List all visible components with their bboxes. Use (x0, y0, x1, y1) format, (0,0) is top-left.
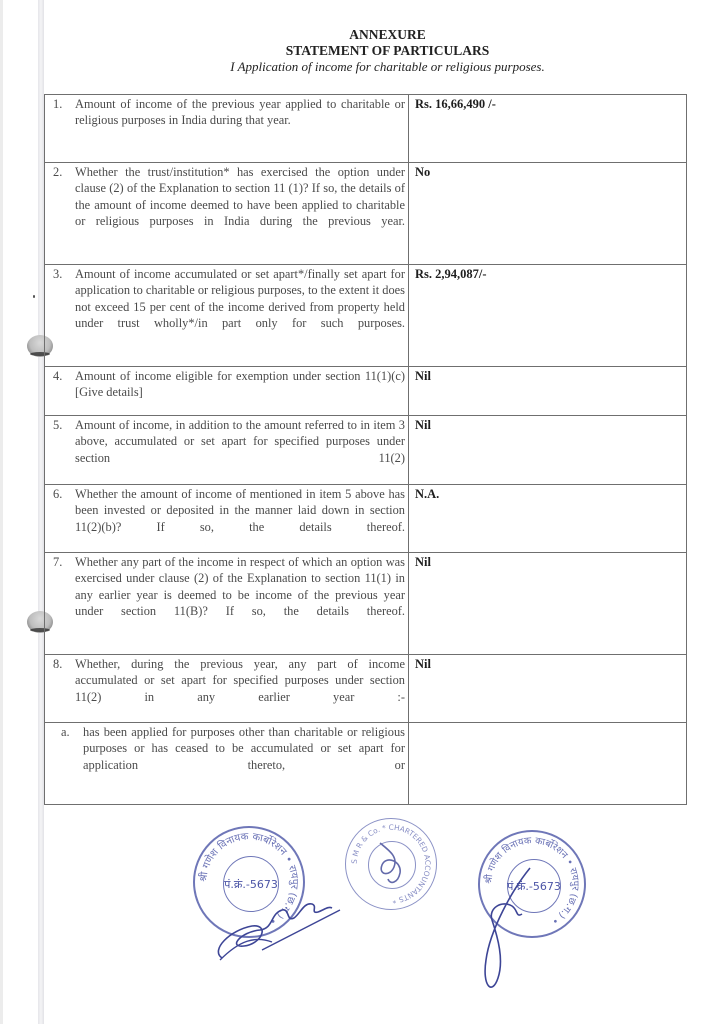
question-text: Whether any part of the income in respect of which an option was exercised under clause (2) of the Explanation to section 11(1) in any earlier year is deemed to be income of the previous year under section 11(B)? If so, the details thereof. (75, 555, 405, 618)
question-text: Amount of income, in addition to the amount referred to in item 3 above, accumulated or set apart for specified purposes under section 11(2) (75, 418, 405, 465)
question-cell (45, 163, 409, 265)
stamp-center: पं.क्रं.-5673 (223, 856, 279, 912)
question-cell (45, 485, 409, 553)
table-row (45, 723, 687, 805)
document-header (0, 27, 723, 75)
table-row (45, 163, 687, 265)
annexure-title: ANNEXURE (349, 27, 426, 42)
question-text: Whether, during the previous year, any part of income accumulated or set apart for specified purposes under section 11(2) in any earlier year :- (75, 657, 405, 704)
answer-cell: No (409, 163, 687, 265)
item-number: 5. (53, 418, 63, 432)
table-row (45, 553, 687, 655)
question-cell (45, 367, 409, 416)
page-edge (0, 0, 3, 1024)
answer-cell: Nil (409, 655, 687, 723)
question-text: Whether the trust/institution* has exercised the option under clause (2) of the Explanation to section 11 (1)? If so, the details of the amount of income deemed to have been applied to charitable or religious purposes in India during the previous year. (75, 165, 405, 228)
item-number: 4. (53, 369, 63, 383)
item-number: 8. (53, 657, 63, 671)
table-row (45, 367, 687, 416)
svg-text:S M R & Co. * CHARTERED ACCOUN: S M R & Co. * CHARTERED ACCOUNTANTS * (349, 822, 433, 906)
question-text: Amount of income of the previous year applied to charitable or religious purposes in India during that year. (75, 97, 405, 128)
item-number: 3. (53, 267, 63, 281)
question-cell (45, 416, 409, 485)
question-text: Amount of income eligible for exemption under section 11(1)(c) [Give details] (75, 369, 405, 400)
answer-cell: Rs. 2,94,087/- (409, 265, 687, 367)
answer-cell: Rs. 16,66,490 /- (409, 95, 687, 163)
particulars-table (44, 94, 687, 805)
answer-cell: N.A. (409, 485, 687, 553)
ca-firm-stamp (345, 818, 437, 910)
answer-cell: Nil (409, 553, 687, 655)
stamp-center: पं.क्रं.-5673 (507, 859, 561, 913)
table-row (45, 485, 687, 553)
question-text: Whether the amount of income of mentioned in item 5 above has been invested or deposited in the manner laid down in section 11(2)(b)? If so, the details thereof. (75, 487, 405, 534)
answer-cell (409, 723, 687, 805)
question-cell (45, 95, 409, 163)
question-cell (45, 553, 409, 655)
item-number: a. (61, 725, 70, 739)
answer-cell: Nil (409, 367, 687, 416)
svg-text:श्री गणेश विनायक कार्बोरेशन •: श्री गणेश विनायक कार्बोरेशन • रायपुर (छ.ग.) • (198, 831, 300, 927)
item-number: 7. (53, 555, 63, 569)
question-cell (45, 655, 409, 723)
signature-right (472, 860, 542, 1000)
statement-title: STATEMENT OF PARTICULARS (285, 43, 490, 58)
table-row (45, 416, 687, 485)
question-text: has been applied for purposes other than charitable or religious purposes or has ceased to be accumulated or set apart for application thereto, or (83, 725, 405, 772)
item-number: 6. (53, 487, 63, 501)
section-title: I Application of income for charitable or religious purposes. (230, 59, 545, 74)
svg-text:श्री गणेश विनायक कार्बोरेशन •: श्री गणेश विनायक कार्बोरेशन • रायपुर (छ.ग.) • (483, 835, 581, 927)
table-row (45, 265, 687, 367)
question-cell (45, 265, 409, 367)
signature-left (200, 880, 350, 970)
table-row (45, 655, 687, 723)
initials-signature (372, 839, 412, 889)
question-cell (45, 723, 409, 805)
answer-cell: Nil (409, 416, 687, 485)
item-number: 1. (53, 97, 63, 111)
question-text: Amount of income accumulated or set apart*/finally set apart for application to charitable or religious purposes, to the extent it does not exceed 15 per cent of the income derived from property held under trust wholly*/in part only for such purposes. (75, 267, 405, 330)
item-number: 2. (53, 165, 63, 179)
table-row (45, 95, 687, 163)
scan-speck (33, 295, 35, 298)
